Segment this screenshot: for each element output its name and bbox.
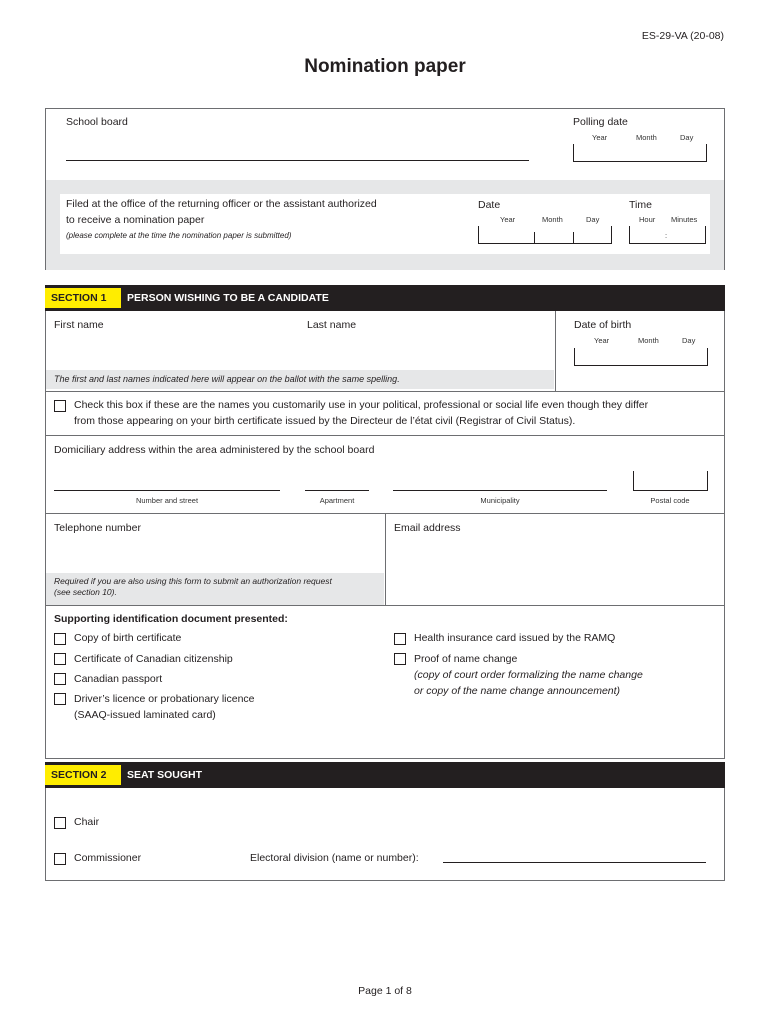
name-change-checkbox[interactable] — [394, 653, 406, 665]
chair-label: Chair — [74, 816, 100, 828]
first-name-label: First name — [54, 319, 104, 331]
apartment-field[interactable] — [305, 490, 369, 491]
postal-code-label: Postal code — [650, 496, 690, 505]
name-change-label: Proof of name change — [414, 653, 518, 665]
email-label: Email address — [394, 522, 461, 534]
section2-header — [45, 762, 725, 788]
filed-date-label: Date — [478, 199, 501, 211]
section1-header — [45, 285, 725, 311]
postal-code-field[interactable] — [633, 471, 707, 489]
form-code: ES-29-VA (20-08) — [641, 30, 724, 42]
chair-checkbox[interactable] — [54, 817, 66, 829]
health-card-checkbox[interactable] — [394, 633, 406, 645]
section2-title: SEAT SOUGHT — [127, 769, 203, 781]
electoral-division-field[interactable] — [443, 862, 706, 863]
name-change-sublabel1: (copy of court order formalizing the name change — [414, 669, 643, 681]
filed-year-label: Year — [500, 215, 516, 224]
dob-day-label: Day — [682, 336, 696, 345]
electoral-division-label: Electoral division (name or number): — [250, 852, 419, 864]
polling-date-label: Polling date — [573, 116, 628, 128]
commissioner-checkbox[interactable] — [54, 853, 66, 865]
drivers-licence-label: Driver’s licence or probationary licence — [74, 693, 255, 705]
minutes-label: Minutes — [671, 215, 698, 224]
filed-area — [46, 180, 724, 270]
drivers-licence-sublabel: (SAAQ-issued laminated card) — [74, 709, 216, 721]
section2-body — [45, 788, 725, 881]
passport-checkbox[interactable] — [54, 673, 66, 685]
filed-date-field[interactable] — [478, 226, 611, 244]
birth-certificate-checkbox[interactable] — [54, 633, 66, 645]
commissioner-label: Commissioner — [74, 852, 142, 864]
drivers-licence-checkbox[interactable] — [54, 693, 66, 705]
filed-time-field[interactable] — [629, 226, 705, 244]
section1-title: PERSON WISHING TO BE A CANDIDATE — [127, 292, 329, 304]
customary-text-line1: Check this box if these are the names you customarily use in your political, professional or social life even though they differ — [74, 399, 649, 411]
required-note — [46, 573, 384, 605]
first-name-field[interactable] — [54, 331, 304, 365]
dob-label: Date of birth — [574, 319, 632, 331]
school-board-label: School board — [66, 116, 128, 128]
email-field[interactable] — [394, 535, 714, 595]
name-change-sublabel2: or copy of the name change announcement) — [414, 685, 621, 697]
telephone-label: Telephone number — [54, 522, 141, 534]
ballot-note: The first and last names indicated here will appear on the ballot with the same spelling. — [46, 370, 554, 389]
time-colon: : — [665, 231, 668, 240]
birth-certificate-label: Copy of birth certificate — [74, 632, 182, 644]
dob-year-label: Year — [594, 336, 610, 345]
day-label: Day — [680, 133, 694, 142]
filed-text-line1: Filed at the office of the returning officer or the assistant authorized — [66, 198, 377, 210]
number-street-label: Number and street — [135, 496, 199, 505]
section2-tag: SECTION 2 — [45, 765, 121, 785]
supporting-docs-title: Supporting identification document presented: — [54, 613, 288, 625]
month-label: Month — [636, 133, 657, 142]
hour-label: Hour — [639, 215, 656, 224]
last-name-field[interactable] — [307, 331, 547, 365]
header-box — [45, 108, 725, 270]
telephone-field[interactable] — [54, 535, 374, 571]
dob-month-label: Month — [638, 336, 659, 345]
section1-body — [45, 311, 725, 759]
municipality-label: Municipality — [480, 496, 520, 505]
municipality-field[interactable] — [393, 490, 607, 491]
health-card-label: Health insurance card issued by the RAMQ — [414, 632, 616, 644]
address-label: Domiciliary address within the area administered by the school board — [54, 444, 375, 456]
citizenship-certificate-checkbox[interactable] — [54, 653, 66, 665]
dob-field[interactable] — [574, 348, 707, 366]
school-board-field[interactable] — [66, 160, 529, 161]
page-number: Page 1 of 8 — [358, 985, 412, 997]
section1-tag: SECTION 1 — [45, 288, 121, 308]
filed-text-line2: to receive a nomination paper — [66, 214, 205, 226]
page-title: Nomination paper — [304, 56, 466, 77]
polling-date-field[interactable] — [573, 144, 706, 162]
filed-time-label: Time — [629, 199, 652, 211]
year-label: Year — [592, 133, 608, 142]
required-note-line1: Required if you are also using this form to submit an authorization request — [54, 576, 332, 586]
passport-label: Canadian passport — [74, 673, 163, 685]
filed-note: (please complete at the time the nomination paper is submitted) — [66, 231, 292, 240]
citizenship-certificate-label: Certificate of Canadian citizenship — [74, 653, 233, 665]
number-street-field[interactable] — [54, 490, 280, 491]
filed-month-label: Month — [542, 215, 563, 224]
filed-day-label: Day — [586, 215, 600, 224]
last-name-label: Last name — [307, 319, 357, 331]
customary-text-line2: from those appearing on your birth certificate issued by the Directeur de l’état civil (Registrar of Civil Status). — [74, 415, 576, 427]
customary-names-checkbox[interactable] — [54, 400, 66, 412]
apartment-label: Apartment — [319, 496, 355, 505]
required-note-line2: (see section 10). — [54, 587, 117, 597]
